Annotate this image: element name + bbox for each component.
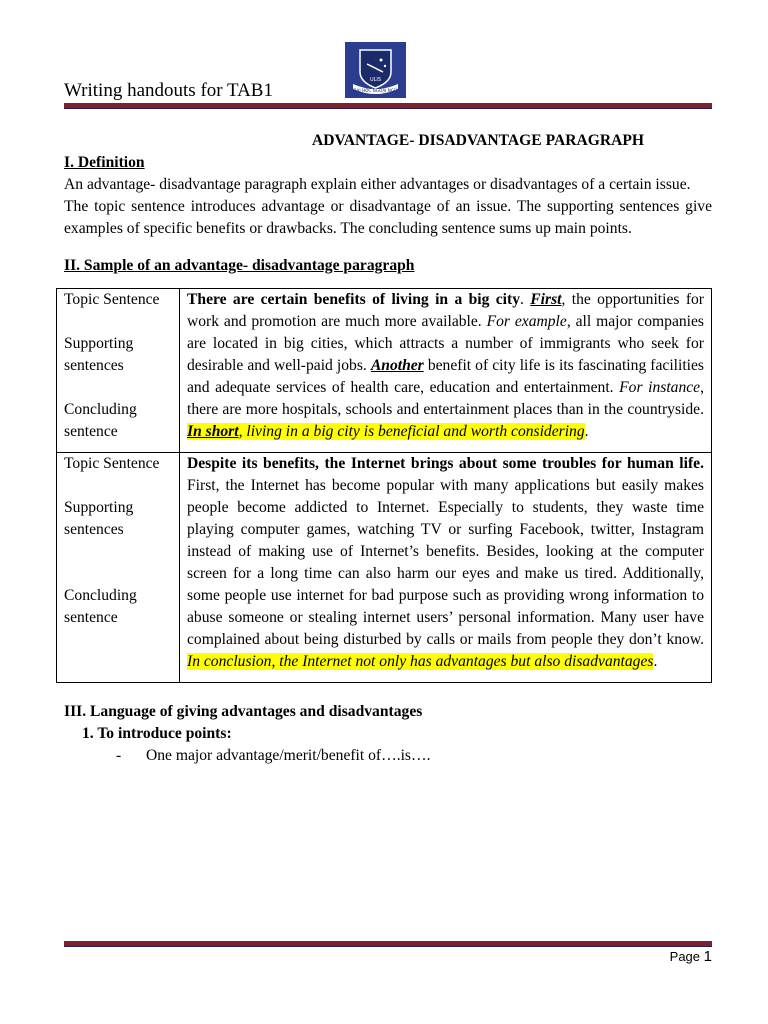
page-label: Page <box>669 949 701 964</box>
svg-text:ĐẠI HỌC NGOẠI NGỮ: ĐẠI HỌC NGOẠI NGỮ <box>353 88 398 93</box>
definition-paragraph-1: An advantage- disadvantage paragraph explain either advantages or disadvantages of a certain issue. <box>64 176 691 193</box>
svg-text:ULIS: ULIS <box>369 77 382 83</box>
header-title: Writing handouts for TAB1 <box>64 80 273 101</box>
label-supporting-sentences: Supporting sentences <box>64 499 134 538</box>
list-item: - One major advantage/merit/benefit of….is…. <box>116 747 431 764</box>
section-language-heading: III. Language of giving advantages and disadvantages <box>64 703 423 720</box>
label-supporting-sentences: Supporting sentences <box>64 335 134 374</box>
label-concluding-sentence: Concluding sentence <box>64 401 137 440</box>
topic-sentence: Despite its benefits, the Internet brings about some troubles for human life. <box>187 455 704 472</box>
sample-2-labels <box>57 453 180 683</box>
transition-another: Another <box>370 357 424 374</box>
page-footer <box>670 948 712 965</box>
table-row <box>57 289 712 453</box>
sample-2-paragraph: Despite its benefits, the Internet brings about some troubles for human life. First, the Internet has become popular with many applications but easily makes people become addicted to Internet. Especially to students, they waste time playing computer games, watching TV or surfing Facebook, twitter, Instagram instead of making use of Internet’s benefits. Besides, looking at the computer screen for a long time can also harm our eyes and make us tired. Additionally, some people use internet for bad purpose such as providing wrong information to abuse someone or stealing internet users’ personal information. Many user have complained about being disturbed by calls or mails from people they don’t know. In conclusion, the Internet not only has advantages but also disadvantages. <box>180 453 712 683</box>
table-row <box>57 453 712 683</box>
list-item: 1. To introduce points: <box>82 725 232 742</box>
university-logo <box>345 42 406 98</box>
concluding-sentence: In conclusion, the Internet not only has advantages but also disadvantages <box>187 653 654 670</box>
document-title: ADVANTAGE- DISADVANTAGE PARAGRAPH <box>311 132 645 149</box>
section-sample-heading: II. Sample of an advantage- disadvantage paragraph <box>64 257 415 274</box>
concluding-sentence: , living in a big city is beneficial and worth considering <box>238 423 585 440</box>
transition-in-short: In short <box>187 423 239 440</box>
definition-paragraph-2: The topic sentence introduces advantage or disadvantage of an issue. The supporting sentences give examples of specific benefits or drawbacks. The concluding sentence sums up main points. <box>64 198 712 237</box>
label-topic-sentence: Topic Sentence <box>64 291 160 308</box>
header-rule <box>64 103 712 109</box>
page-number: 1 <box>703 948 712 965</box>
topic-sentence: There are certain benefits of living in a big city <box>187 291 521 308</box>
label-topic-sentence: Topic Sentence <box>64 455 160 472</box>
section-definition-heading: I. Definition <box>64 154 145 171</box>
sample-paragraph-table <box>56 288 712 683</box>
label-concluding-sentence: Concluding sentence <box>64 587 137 626</box>
transition-for-example: For example <box>486 313 567 330</box>
footer-rule <box>64 941 712 947</box>
sample-1-paragraph: There are certain benefits of living in a big city. First, the opportunities for work and promotion are much more available. For example, all major companies are located in big cities, which attracts a number of immigrants who seek for desirable and well-paid jobs. Another benefit of city life is its fascinating facilities and adequate services of health care, education and entertainment. For instance, there are more hospitals, schools and entertainment places than in the countryside. In short, living in a big city is beneficial and worth considering. <box>180 289 712 453</box>
transition-for-instance: For instance <box>619 379 701 396</box>
transition-first: First <box>530 291 562 308</box>
document-body <box>64 130 712 767</box>
sample-1-labels <box>57 289 180 453</box>
